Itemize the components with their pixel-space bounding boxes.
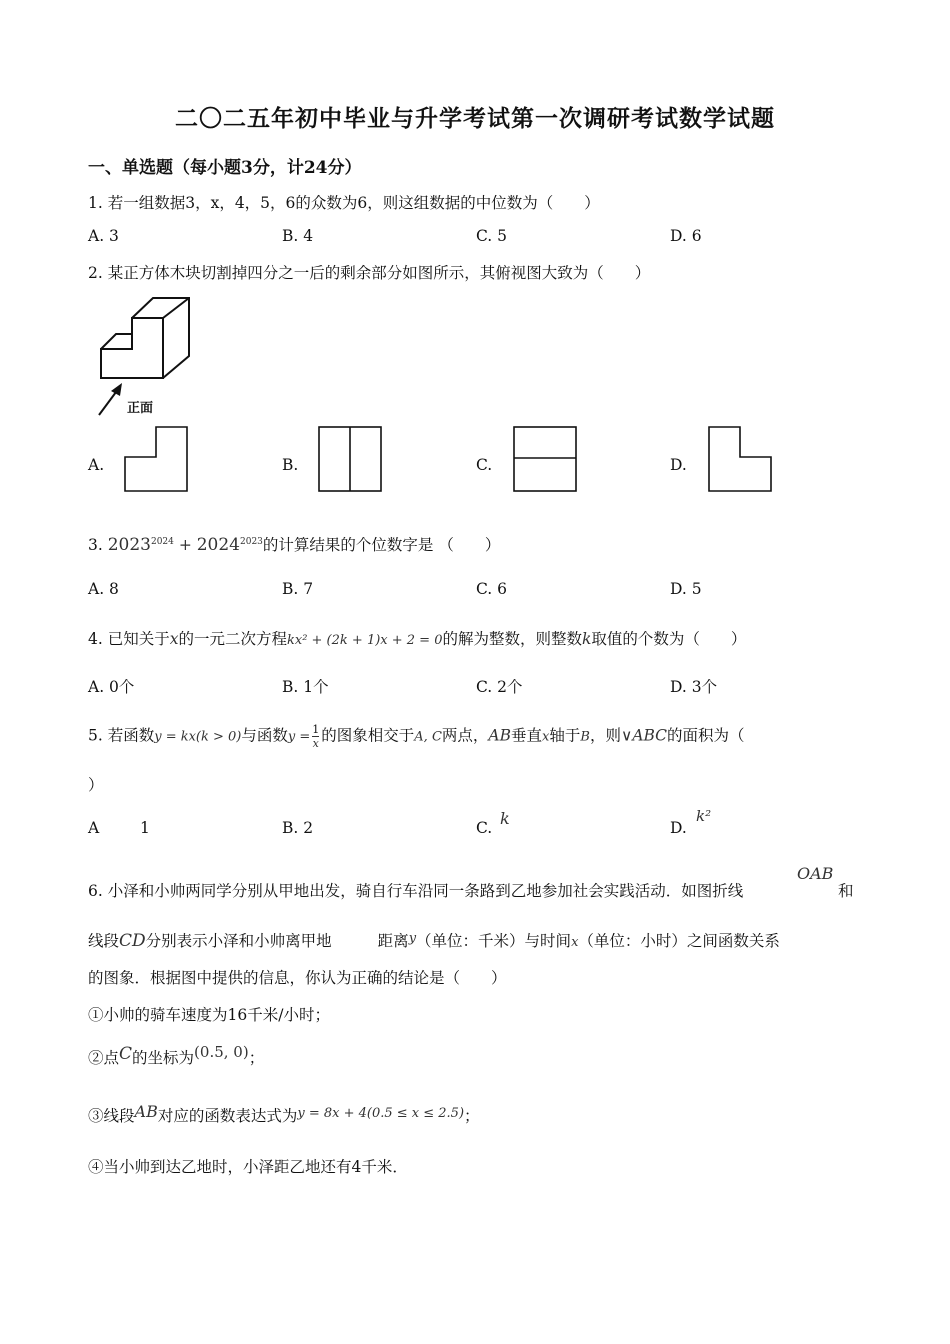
q1-option-b: B. 4 <box>282 227 314 245</box>
q2-option-c: C. <box>476 456 493 474</box>
q1-option-d: D. 6 <box>670 227 702 245</box>
fraction-1-over-x: $\frac{1}{x}$ <box>312 723 320 750</box>
q5-option-c: C. <box>476 819 493 837</box>
q5-option-a-value: 1 <box>140 819 150 837</box>
q4-option-d: D. 3个 <box>670 678 718 696</box>
q4-option-c: C. 2个 <box>476 678 523 696</box>
q6-line1-end: 和 <box>838 882 854 900</box>
q4-option-a: A. 0个 <box>88 678 135 696</box>
q5-option-b: B. 2 <box>282 819 314 837</box>
q2-option-d-figure <box>707 425 773 493</box>
question-5-text-line2: ） <box>88 776 104 794</box>
q1-option-c: C. 5 <box>476 227 508 245</box>
q2-option-c-figure <box>512 425 578 493</box>
q2-option-b-figure <box>317 425 383 493</box>
question-1-text: 1. 若一组数据3，x，4，5，6的众数为6，则这组数据的中位数为（ ） <box>88 194 600 212</box>
q5-option-d: D. <box>670 819 687 837</box>
q2-option-d: D. <box>670 456 687 474</box>
q3-option-a: A. 8 <box>88 580 119 598</box>
q5-option-c-value: k <box>500 809 510 828</box>
q4-option-b: B. 1个 <box>282 678 329 696</box>
q6-statement-1: ①小帅的骑车速度为16千米/小时； <box>88 1006 330 1024</box>
figure-front-face <box>101 318 163 378</box>
question-4-text: 4. 已知关于x的一元二次方程kx² + (2k + 1)x + 2 = 0的解为整数，则整数k取值的个数为（ ） <box>88 630 747 648</box>
question-2-text: 2. 某正方体木块切割掉四分之一后的剩余部分如图所示，其俯视图大致为（ ） <box>88 264 651 282</box>
question-6-text-line2: 线段CD分别表示小泽和小帅离甲地 距离$^y$（单位：千米）与时间x（单位：小时）之间函数关系 <box>88 931 780 951</box>
question-6-text-line3: 的图象．根据图中提供的信息，你认为正确的结论是（ ） <box>88 969 507 987</box>
q6-statement-2: ②点C的坐标为(0.5, 0)； <box>88 1043 265 1067</box>
q3-option-b: B. 7 <box>282 580 314 598</box>
q2-option-a-figure <box>123 425 189 493</box>
front-view-label: 正面 <box>127 401 154 416</box>
question-3-text: 3. $2023^{2024} + 2024^{2023}$的计算结果的个位数字是 （ ） <box>88 535 501 555</box>
q1-option-a: A. 3 <box>88 227 119 245</box>
q5-option-a: A <box>88 819 100 837</box>
q2-option-a: A. <box>88 456 105 474</box>
q6-statement-4: ④当小帅到达乙地时，小泽距乙地还有4千米． <box>88 1158 408 1176</box>
q6-statement-3: ③线段AB对应的函数表达式为$^{y = 8x + 4(0.5 \le x \le 2.5)}$； <box>88 1102 480 1125</box>
q6-oab-label: OAB <box>797 864 834 883</box>
q2-option-b: B. <box>282 456 299 474</box>
q3-option-c: C. 6 <box>476 580 508 598</box>
question-5-text: 5. 若函数y = kx(k > 0)与函数y = $\frac{1}{x}$ 的图象相交于A, C两点，AB垂直x轴于B，则∨ABC的面积为（ <box>88 723 745 750</box>
q3-option-d: D. 5 <box>670 580 702 598</box>
section-heading: 一、单选题（每小题3分，计24分） <box>88 158 362 178</box>
q5-option-d-value: k² <box>696 807 712 825</box>
page-title: 二〇二五年初中毕业与升学考试第一次调研考试数学试题 <box>175 105 775 132</box>
question-6-text-line1: 6. 小泽和小帅两同学分别从甲地出发，骑自行车沿同一条路到乙地参加社会实践活动．如图折线 <box>88 882 744 900</box>
